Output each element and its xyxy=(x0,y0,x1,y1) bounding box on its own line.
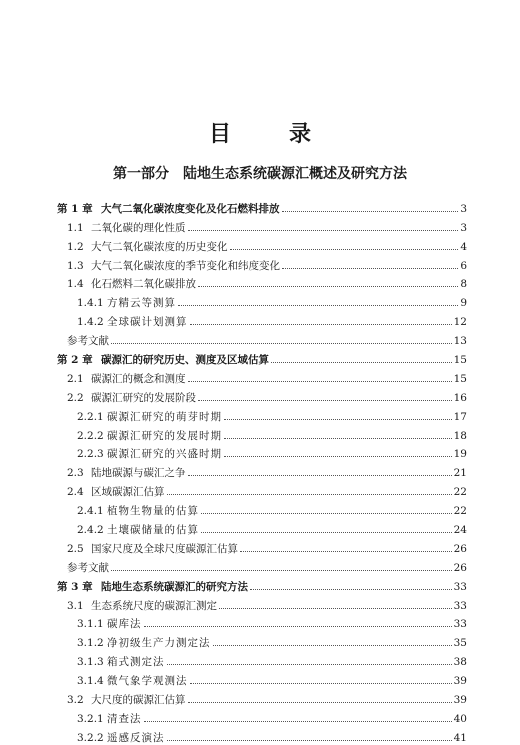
toc-page-number: 33 xyxy=(453,618,467,631)
dot-leader xyxy=(188,230,459,231)
dot-leader xyxy=(250,589,452,590)
toc-section[interactable] xyxy=(57,366,467,385)
dot-leader xyxy=(282,211,459,212)
toc-entry-label: 生态系统尺度的碳源汇测定 xyxy=(91,599,217,612)
toc-entry-number: 2.4.1 xyxy=(77,505,104,518)
toc-entry-label: 碳源汇研究的兴盛时期 xyxy=(107,448,222,461)
toc-page-number: 6 xyxy=(460,259,467,272)
toc-entry-number: 3.2 xyxy=(67,694,84,707)
toc-entry-number: 2.2.1 xyxy=(77,410,104,423)
toc-entry-number: 第 2 章 xyxy=(57,354,93,367)
toc-page-number: 33 xyxy=(453,599,467,612)
toc-subsection[interactable] xyxy=(57,630,467,649)
toc-subsection[interactable] xyxy=(57,517,467,536)
dot-leader xyxy=(190,324,452,325)
toc-page-number: 18 xyxy=(453,429,467,442)
dot-leader xyxy=(198,400,452,401)
toc-entry-number: 3.1.2 xyxy=(77,637,104,650)
toc-references[interactable] xyxy=(57,328,467,347)
toc-entry-number: 2.1 xyxy=(67,372,84,385)
toc-entry-number: 2.4.2 xyxy=(77,524,104,537)
toc-page-number: 4 xyxy=(460,240,467,253)
table-of-contents xyxy=(57,196,467,744)
toc-subsection[interactable] xyxy=(57,423,467,442)
toc-entry-number: 1.4.2 xyxy=(77,316,104,329)
toc-page-number: 39 xyxy=(453,675,467,688)
toc-entry-label: 碳库法 xyxy=(107,618,142,631)
toc-subsection[interactable] xyxy=(57,498,467,517)
toc-section[interactable] xyxy=(57,253,467,272)
toc-page-number: 3 xyxy=(460,202,467,215)
toc-entry-number: 1.4 xyxy=(67,278,84,291)
toc-entry-number: 3.1 xyxy=(67,599,84,612)
toc-section[interactable] xyxy=(57,272,467,291)
dot-leader xyxy=(224,438,452,439)
toc-entry-number: 3.2.2 xyxy=(77,731,104,744)
dot-leader xyxy=(271,362,452,363)
toc-entry-label: 国家尺度及全球尺度碳源汇估算 xyxy=(91,542,238,555)
toc-page-number: 19 xyxy=(453,448,467,461)
toc-entry-label: 遥感反演法 xyxy=(107,731,165,744)
toc-entry-number: 3.1.3 xyxy=(77,656,104,669)
dot-leader xyxy=(178,305,458,306)
toc-entry-number: 2.2 xyxy=(67,391,84,404)
dot-leader xyxy=(201,513,452,514)
toc-subsection[interactable] xyxy=(57,404,467,423)
toc-entry-label: 箱式测定法 xyxy=(107,656,165,669)
toc-entry-label: 方精云等测算 xyxy=(107,297,176,310)
toc-page-number: 22 xyxy=(453,486,467,499)
dot-leader xyxy=(224,419,452,420)
toc-entry-number: 2.5 xyxy=(67,542,84,555)
toc-entry-label: 大气二氧化碳浓度的历史变化 xyxy=(91,240,228,253)
toc-section[interactable] xyxy=(57,460,467,479)
toc-page-number: 15 xyxy=(453,354,467,367)
dot-leader xyxy=(111,343,452,344)
toc-subsection[interactable] xyxy=(57,725,467,744)
toc-entry-label: 陆地碳源与碳汇之争 xyxy=(91,467,186,480)
toc-entry-label: 参考文献 xyxy=(67,335,109,348)
toc-entry-label: 大气二氧化碳浓度变化及化石燃料排放 xyxy=(101,202,280,215)
toc-page-number: 21 xyxy=(453,467,467,480)
toc-entry-number: 第 3 章 xyxy=(57,580,93,593)
dot-leader xyxy=(230,249,459,250)
toc-section[interactable] xyxy=(57,536,467,555)
toc-entry-label: 微气象学观测法 xyxy=(107,675,188,688)
toc-section[interactable] xyxy=(57,385,467,404)
toc-page-number: 12 xyxy=(453,316,467,329)
toc-entry-number: 2.2.3 xyxy=(77,448,104,461)
toc-page-number: 16 xyxy=(453,391,467,404)
toc-entry-number: 3.1.1 xyxy=(77,618,104,631)
toc-entry-number: 2.3 xyxy=(67,467,84,480)
toc-section[interactable] xyxy=(57,593,467,612)
toc-page-number: 24 xyxy=(453,524,467,537)
toc-section[interactable] xyxy=(57,479,467,498)
toc-page-number: 40 xyxy=(453,712,467,725)
toc-chapter[interactable] xyxy=(57,574,467,593)
toc-subsection[interactable] xyxy=(57,290,467,309)
toc-subsection[interactable] xyxy=(57,649,467,668)
toc-page-number: 41 xyxy=(453,731,467,744)
toc-section[interactable] xyxy=(57,234,467,253)
toc-entry-number: 1.3 xyxy=(67,259,84,272)
dot-leader xyxy=(282,268,458,269)
dot-leader xyxy=(188,381,452,382)
toc-entry-label: 清查法 xyxy=(107,712,142,725)
toc-page-number: 17 xyxy=(453,410,467,423)
dot-leader xyxy=(201,532,452,533)
toc-entry-number: 1.2 xyxy=(67,240,84,253)
toc-page-number: 35 xyxy=(453,637,467,650)
dot-leader xyxy=(188,702,452,703)
dot-leader xyxy=(167,740,452,741)
toc-entry-number: 1.4.1 xyxy=(77,297,104,310)
toc-entry-label: 净初级生产力测定法 xyxy=(107,637,211,650)
dot-leader xyxy=(144,626,452,627)
page-title: 目 录 xyxy=(208,121,329,147)
toc-entry-label: 全球碳计划测算 xyxy=(107,316,188,329)
toc-page-number: 9 xyxy=(460,297,467,310)
toc-subsection[interactable] xyxy=(57,668,467,687)
toc-subsection[interactable] xyxy=(57,612,467,631)
dot-leader xyxy=(198,286,458,287)
toc-references[interactable] xyxy=(57,555,467,574)
toc-entry-label: 大尺度的碳源汇估算 xyxy=(91,694,186,707)
toc-subsection[interactable] xyxy=(57,442,467,461)
toc-entry-number: 第 1 章 xyxy=(57,202,93,215)
toc-entry-label: 碳源汇研究的萌芽时期 xyxy=(107,410,222,423)
toc-entry-number: 3.1.4 xyxy=(77,675,104,688)
toc-subsection[interactable] xyxy=(57,309,467,328)
toc-entry-label: 二氧化碳的理化性质 xyxy=(91,221,186,234)
toc-section[interactable] xyxy=(57,215,467,234)
toc-entry-number: 2.2.2 xyxy=(77,429,104,442)
toc-entry-label: 参考文献 xyxy=(67,561,109,574)
toc-entry-label: 大气二氧化碳浓度的季节变化和纬度变化 xyxy=(91,259,280,272)
toc-subsection[interactable] xyxy=(57,706,467,725)
toc-chapter[interactable] xyxy=(57,196,467,215)
dot-leader xyxy=(144,721,452,722)
dot-leader xyxy=(213,645,452,646)
toc-page-number: 8 xyxy=(460,278,467,291)
toc-page-number: 3 xyxy=(460,221,467,234)
dot-leader xyxy=(219,608,452,609)
part-heading: 第一部分 陆地生态系统碳源汇概述及研究方法 xyxy=(113,166,407,182)
dot-leader xyxy=(188,475,452,476)
toc-entry-label: 碳源汇的概念和测度 xyxy=(91,372,186,385)
toc-entry-number: 1.1 xyxy=(67,221,84,234)
toc-entry-label: 碳源汇研究的发展时期 xyxy=(107,429,222,442)
toc-entry-label: 土壤碳储量的估算 xyxy=(107,524,199,537)
toc-entry-label: 碳源汇研究的发展阶段 xyxy=(91,391,196,404)
toc-entry-label: 陆地生态系统碳源汇的研究方法 xyxy=(101,580,248,593)
toc-entry-label: 化石燃料二氧化碳排放 xyxy=(91,278,196,291)
toc-entry-number: 3.2.1 xyxy=(77,712,104,725)
toc-entry-label: 区域碳源汇估算 xyxy=(91,486,165,499)
toc-chapter[interactable] xyxy=(57,347,467,366)
dot-leader xyxy=(190,683,452,684)
toc-section[interactable] xyxy=(57,687,467,706)
toc-page-number: 15 xyxy=(453,372,467,385)
toc-page-number: 38 xyxy=(453,656,467,669)
dot-leader xyxy=(240,551,452,552)
toc-entry-label: 碳源汇的研究历史、测度及区域估算 xyxy=(101,354,269,367)
toc-page-number: 22 xyxy=(453,505,467,518)
toc-page-number: 26 xyxy=(453,542,467,555)
toc-entry-number: 2.4 xyxy=(67,486,84,499)
toc-page-number: 33 xyxy=(453,580,467,593)
dot-leader xyxy=(167,494,452,495)
toc-page-number: 39 xyxy=(453,694,467,707)
dot-leader xyxy=(167,664,452,665)
toc-entry-label: 植物生物量的估算 xyxy=(107,505,199,518)
toc-page-number: 26 xyxy=(453,561,467,574)
toc-page-number: 13 xyxy=(453,335,467,348)
dot-leader xyxy=(111,570,452,571)
dot-leader xyxy=(224,456,452,457)
